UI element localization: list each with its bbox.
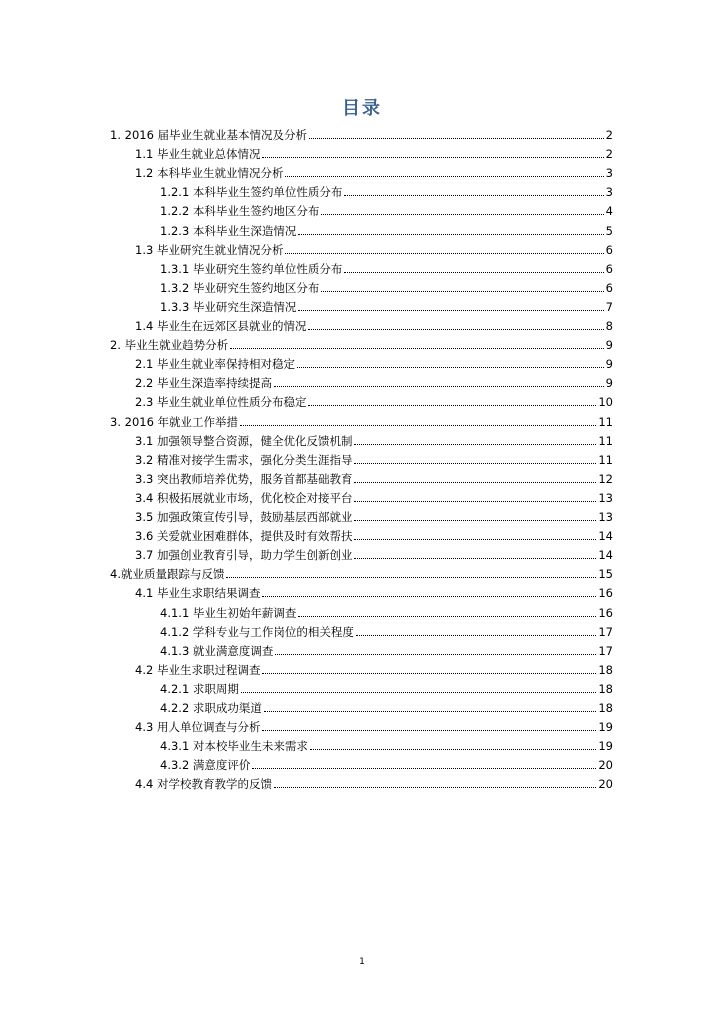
dot-leader — [356, 634, 596, 636]
toc-entry-page: 18 — [598, 662, 613, 677]
toc-entry-label: 4.4 对学校教育教学的反馈 — [135, 777, 272, 792]
page-number: 1 — [359, 957, 365, 967]
dot-leader — [354, 538, 596, 540]
toc-entry-page: 20 — [598, 758, 613, 773]
dot-leader — [344, 271, 603, 273]
dot-leader — [321, 213, 603, 215]
dot-leader — [262, 595, 596, 597]
dot-leader — [354, 519, 596, 521]
dot-leader — [298, 233, 603, 235]
dot-leader — [308, 328, 603, 330]
toc-entry-page: 11 — [598, 433, 613, 448]
toc-entry-label: 2.1 毕业生就业率保持相对稳定 — [135, 357, 295, 372]
toc-entry[interactable] — [160, 183, 613, 201]
toc-entry-label: 3.7 加强创业教育引导，助力学生创新创业 — [135, 548, 353, 563]
toc-entry-page: 2 — [605, 128, 613, 142]
toc-entry[interactable] — [135, 393, 613, 411]
toc-entry[interactable] — [135, 355, 613, 373]
toc-entry-page: 6 — [605, 261, 613, 276]
dot-leader — [354, 462, 596, 464]
toc-entry[interactable] — [135, 718, 613, 736]
toc-entry-label: 3.1 加强领导整合资源，健全优化反馈机制 — [135, 433, 353, 448]
toc-entry[interactable] — [135, 317, 613, 335]
toc-entry-label: 4.2.2 求职成功渠道 — [160, 701, 262, 715]
toc-entry[interactable] — [160, 642, 613, 660]
toc-entry[interactable] — [135, 584, 613, 602]
toc-entry-label: 1.2.2 本科毕业生签约地区分布 — [160, 204, 320, 219]
toc-entry-page: 2 — [605, 147, 613, 162]
dot-leader — [308, 404, 596, 406]
toc-entry[interactable] — [160, 680, 613, 698]
toc-entry[interactable] — [135, 145, 613, 163]
toc-entry-label: 1. 2016 届毕业生就业基本情况及分析 — [110, 128, 308, 142]
dot-leader — [262, 672, 596, 674]
toc-entry[interactable] — [160, 604, 613, 622]
toc-entry-label: 4.2 毕业生求职过程调查 — [135, 662, 261, 677]
toc-entry[interactable] — [135, 164, 613, 182]
toc-entry[interactable] — [135, 241, 613, 259]
toc-entry-page: 3 — [605, 166, 613, 181]
dot-leader — [226, 576, 596, 578]
toc-entry-page: 9 — [605, 376, 613, 391]
dot-leader — [298, 615, 596, 617]
toc-entry-label: 3.6 关爱就业困难群体，提供及时有效帮扶 — [135, 529, 353, 544]
dot-leader — [252, 767, 596, 769]
toc-entry-label: 1.3.1 毕业研究生签约单位性质分布 — [160, 261, 343, 276]
dot-leader — [285, 252, 603, 254]
toc-entry[interactable] — [135, 661, 613, 679]
toc-entry[interactable] — [135, 451, 613, 469]
toc-entry-label: 1.1 毕业生就业总体情况 — [135, 147, 261, 162]
toc-entry[interactable] — [160, 222, 613, 240]
toc-entry-page: 17 — [598, 624, 613, 639]
toc-entry-label: 1.3 毕业研究生就业情况分析 — [135, 242, 284, 257]
dot-leader — [298, 309, 603, 311]
toc-entry-page: 16 — [598, 605, 613, 620]
toc-entry-label: 4.1.3 就业满意度调查 — [160, 643, 274, 658]
toc-entry-page: 11 — [598, 452, 613, 467]
toc-entry-page: 16 — [598, 586, 613, 601]
dot-leader — [354, 443, 596, 445]
toc-entry-label: 3. 2016 年就业工作举措 — [110, 414, 239, 429]
toc-entry-page: 5 — [605, 223, 613, 238]
toc-entry-label: 1.2.3 本科毕业生深造情况 — [160, 223, 297, 238]
toc-entry-label: 4.1 毕业生求职结果调查 — [135, 586, 261, 601]
toc-entry-label: 3.2 精准对接学生需求，强化分类生涯指导 — [135, 452, 353, 467]
toc-entry[interactable] — [135, 432, 613, 450]
toc-entry[interactable] — [160, 279, 613, 297]
toc-entry-page: 7 — [605, 299, 613, 314]
toc-entry-page: 9 — [605, 357, 613, 372]
toc-entry[interactable] — [110, 565, 613, 583]
toc-entry-label: 1.2 本科毕业生就业情况分析 — [135, 166, 284, 181]
dot-leader — [285, 175, 603, 177]
dot-leader — [310, 748, 596, 750]
toc-entry-page: 19 — [598, 720, 613, 735]
toc-entry[interactable] — [160, 202, 613, 220]
toc-entry[interactable] — [135, 508, 613, 526]
dot-leader — [344, 194, 603, 196]
dot-leader — [321, 290, 603, 292]
dot-leader — [240, 424, 596, 426]
dot-leader — [264, 710, 596, 712]
dot-leader — [262, 156, 603, 158]
toc-entry-label: 3.3 突出教师培养优势，服务首都基础教育 — [135, 471, 353, 486]
toc-entry-label: 4.3 用人单位调查与分析 — [135, 720, 261, 735]
toc-entry-label: 1.2.1 本科毕业生签约单位性质分布 — [160, 185, 343, 200]
toc-entry-page: 11 — [598, 414, 613, 429]
toc-entry-label: 4.2.1 求职周期 — [160, 681, 239, 696]
toc-entry-page: 8 — [605, 319, 613, 333]
dot-leader — [262, 729, 596, 731]
toc-entry[interactable] — [135, 546, 613, 564]
toc-entry[interactable] — [135, 470, 613, 488]
toc-entry[interactable] — [135, 775, 613, 793]
toc-entry[interactable] — [135, 374, 613, 392]
toc-entry-page: 6 — [605, 280, 613, 295]
toc-entry-label: 3.4 积极拓展就业市场，优化校企对接平台 — [135, 490, 353, 505]
dot-leader — [275, 653, 596, 655]
toc-entry[interactable] — [135, 527, 613, 545]
toc-entry-page: 9 — [605, 338, 613, 353]
dot-leader — [297, 366, 604, 368]
toc-title: 目录 — [342, 98, 382, 119]
toc-entry[interactable] — [160, 737, 613, 755]
toc-entry[interactable] — [110, 336, 613, 354]
toc-entry-page: 18 — [598, 701, 613, 715]
toc-entry[interactable] — [160, 756, 613, 774]
toc-entry[interactable] — [160, 260, 613, 278]
dot-leader — [241, 691, 596, 693]
toc-entry-label: 2.3 毕业生就业单位性质分布稳定 — [135, 395, 307, 410]
toc-entry[interactable] — [110, 413, 613, 431]
toc-entry-page: 17 — [598, 643, 613, 658]
toc-entry[interactable] — [110, 126, 613, 144]
toc-entry[interactable] — [160, 699, 613, 717]
toc-entry[interactable] — [160, 623, 613, 641]
toc-entry-label: 2.2 毕业生深造率持续提高 — [135, 376, 272, 391]
dot-leader — [309, 137, 604, 139]
toc-entry-label: 4.3.2 满意度评价 — [160, 758, 251, 773]
toc-entry-page: 13 — [598, 490, 613, 505]
toc-entry-label: 4.1.1 毕业生初始年薪调查 — [160, 605, 297, 620]
toc-entry-label: 4.1.2 学科专业与工作岗位的相关程度 — [160, 624, 354, 639]
toc-entry[interactable] — [135, 489, 613, 507]
toc-entry-page: 10 — [598, 395, 613, 410]
dot-leader — [274, 385, 604, 387]
toc-entry-label: 4.就业质量跟踪与反馈 — [110, 567, 225, 582]
toc-entry-page: 19 — [598, 739, 613, 754]
toc-entry-label: 1.3.3 毕业研究生深造情况 — [160, 299, 297, 314]
toc-entry-page: 4 — [605, 204, 613, 219]
toc-entry-page: 20 — [598, 777, 613, 792]
dot-leader — [354, 500, 596, 502]
toc-entry-label: 2. 毕业生就业趋势分析 — [110, 338, 229, 353]
toc-entry-label: 1.4 毕业生在远郊区县就业的情况 — [135, 319, 307, 333]
toc-entry-label: 4.3.1 对本校毕业生未来需求 — [160, 739, 308, 754]
dot-leader — [354, 481, 596, 483]
dot-leader — [230, 347, 604, 349]
toc-entry-page: 12 — [598, 471, 613, 486]
toc-entry-page: 18 — [598, 681, 613, 696]
toc-entry-page: 14 — [598, 529, 613, 544]
dot-leader — [274, 786, 596, 788]
toc-entry-page: 15 — [598, 567, 613, 582]
dot-leader — [354, 557, 596, 559]
toc-entry-page: 3 — [605, 185, 613, 200]
toc-entry-label: 1.3.2 毕业研究生签约地区分布 — [160, 280, 320, 295]
toc-entry-page: 13 — [598, 510, 613, 524]
toc-entry-label: 3.5 加强政策宣传引导，鼓励基层西部就业 — [135, 510, 353, 524]
toc-entry[interactable] — [160, 298, 613, 316]
toc-entry-page: 6 — [605, 242, 613, 257]
toc-entry-page: 14 — [598, 548, 613, 563]
